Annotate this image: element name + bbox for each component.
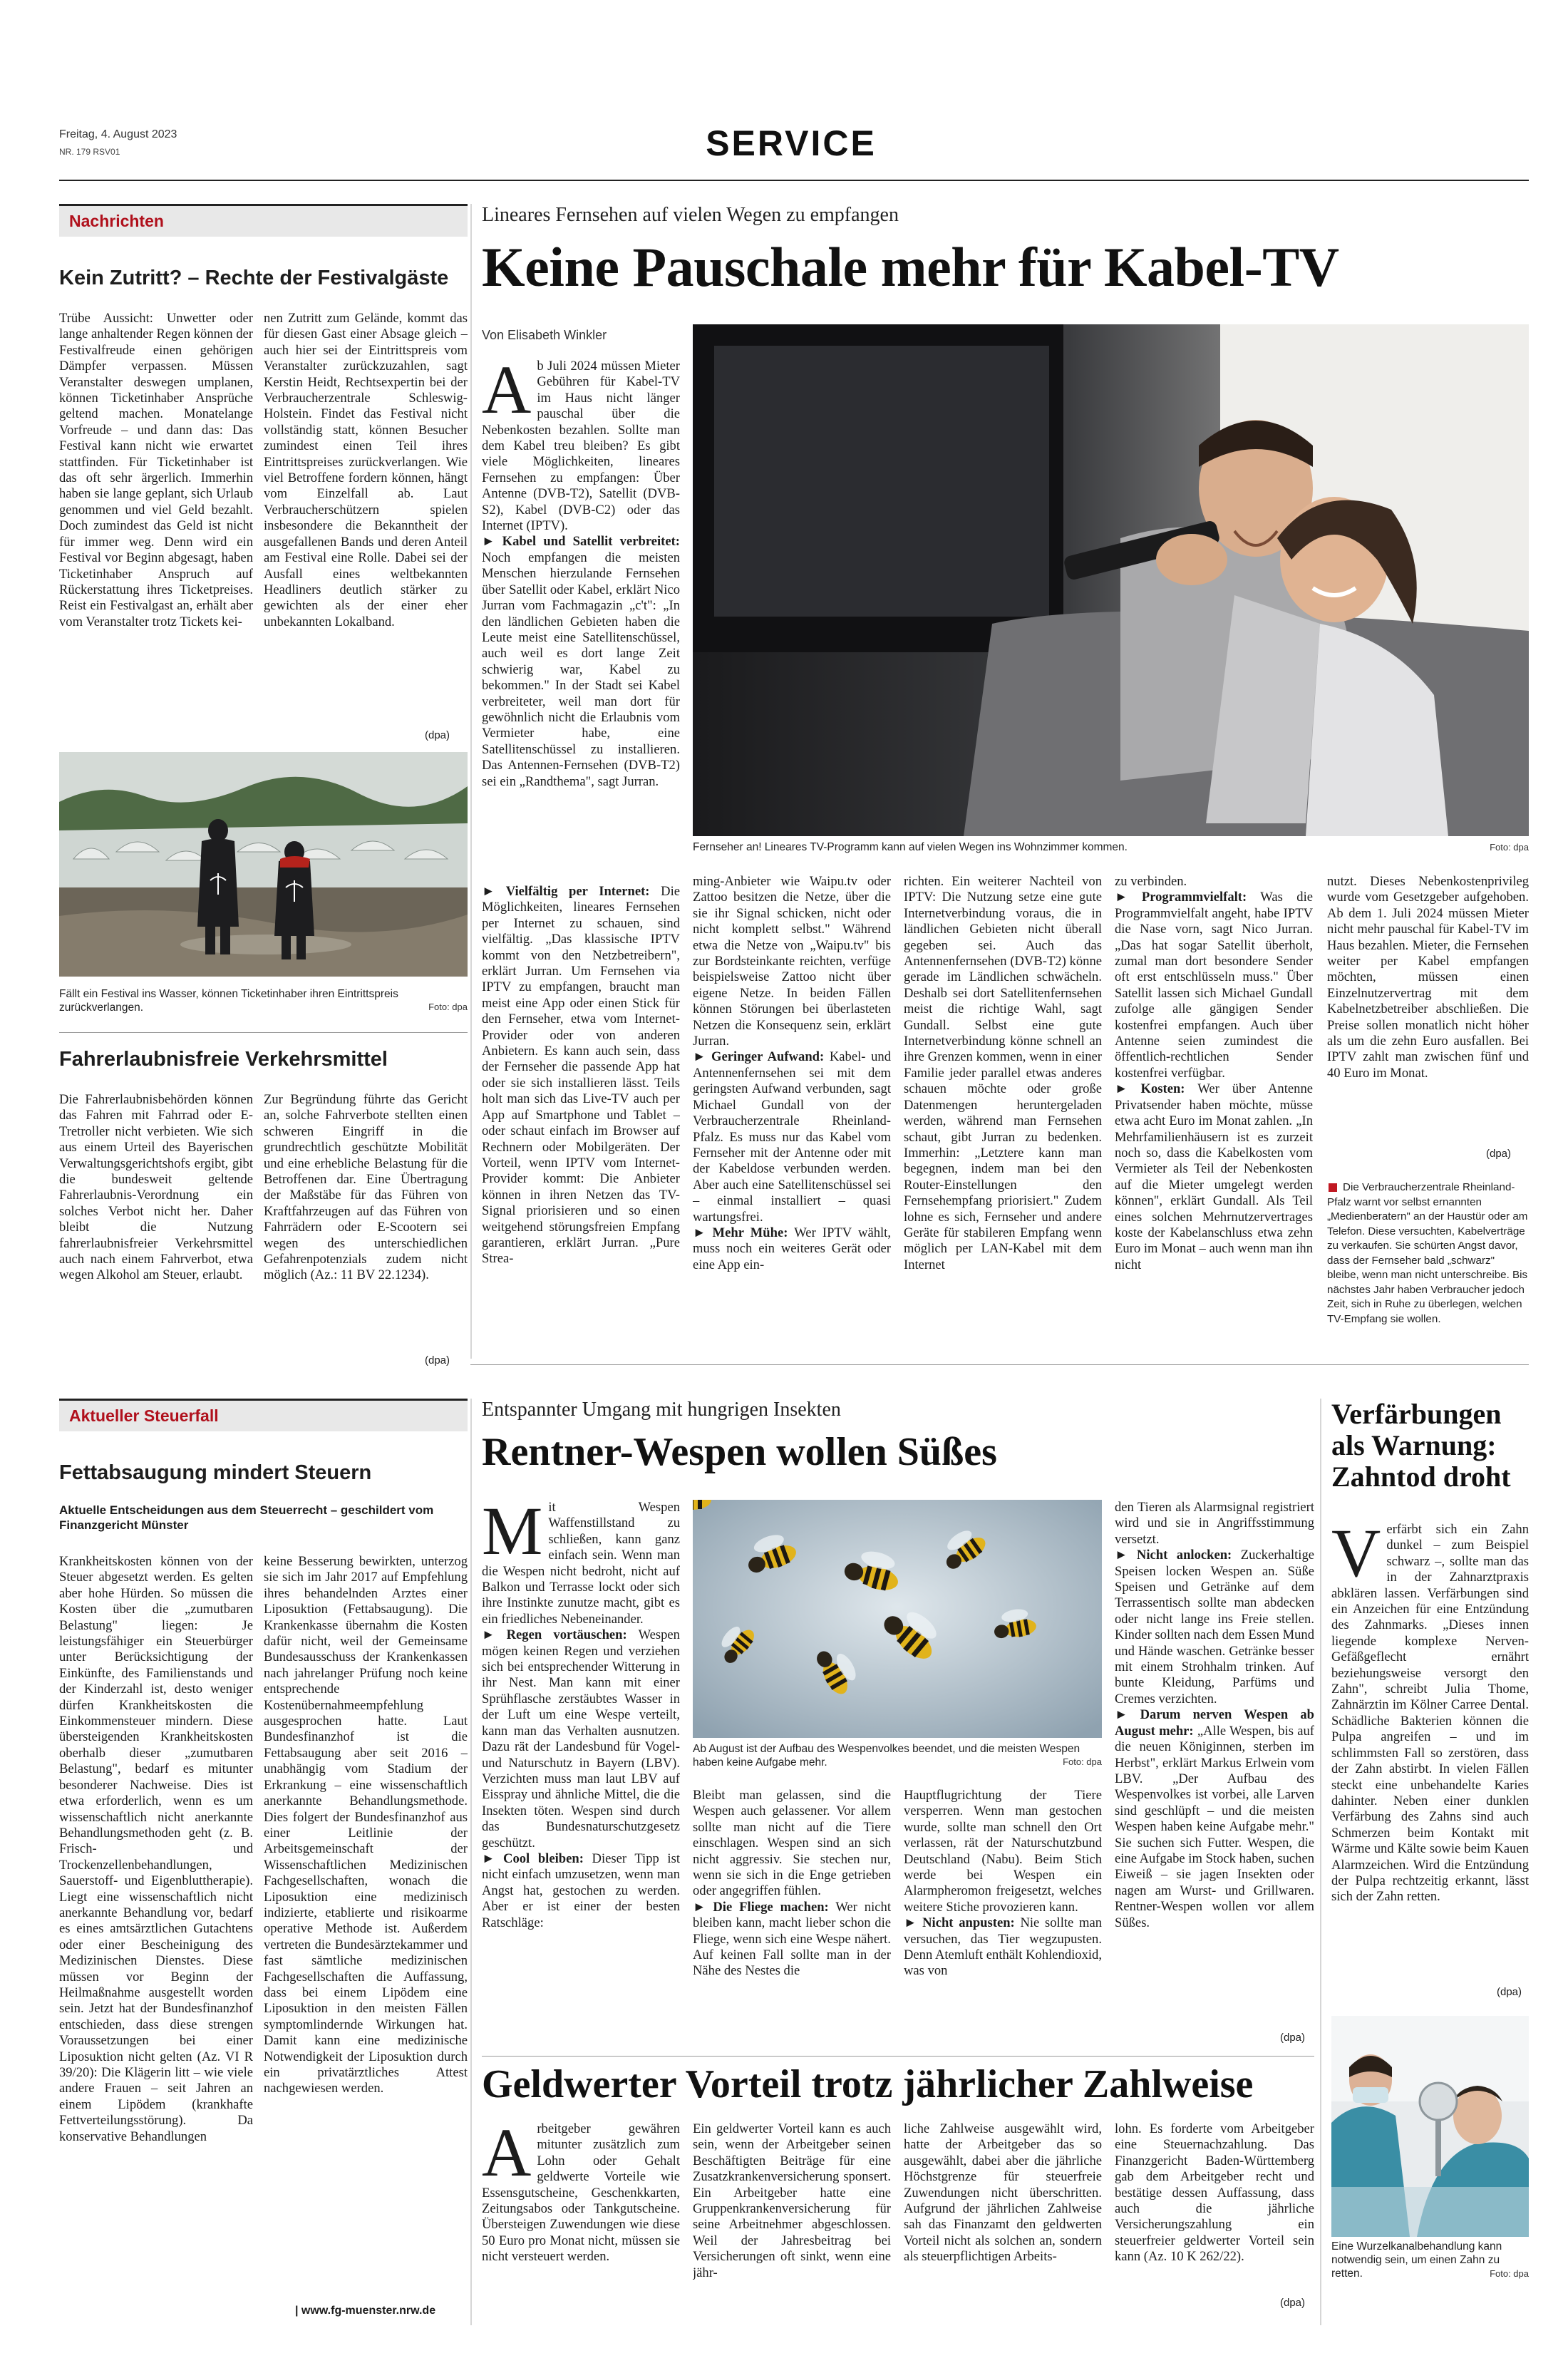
column-rule-2 <box>470 1399 472 2325</box>
kabel-para-7b: Was die Programmvielfalt angeht, habe IPTV die Nase vorn, sagt Nico Jurran. „Das hat sogar Satellit überholt, zumal man dort besondere Sender oft erst entschlüsseln muss." Über Satellit lassen sich Michael Gundall zufolge alle gängigen Sender kostenfrei empfangen. Auch über Antenne seien zumindest die öffentlich-rechtlichen Sender kostenfrei verfügbar. <box>1115 890 1313 1081</box>
kabel-source: (dpa) <box>1486 1148 1512 1160</box>
steuer-col-2: keine Besserung bewirkten, unterzog sie sich im Jahr 2017 auf Empfehlung ihres behandelnden Arztes einer Liposuktion (Fettabsaugung). Die Krankenkasse übernahm die Kosten dafür nicht, weil der Gemeinsame Bundesausschuss der Krankenkassen nach jahrelanger Prüfung noch keine entsprechende Kostenübernahmeempfehlung ausgesprochen hatte. Laut Bundesfinanzhof ist die Fettabsaugung aber seit 2016 – unabhängig vom Stadium der Erkrankung – eine wissenschaftlich anerkannte Behandlungsmethode. Dies folgert der Bundesfinanzhof aus einer Leitlinie der Arbeitsgemeinschaft der Wissenschaftlichen Medizinischen Fachgesellschaften, wonach die Liposuktion eine medizinisch indizierte, etablierte und risikoarme operative Methode ist. Außerdem vertreten die Bundesärztekammer und fast sämtliche medizinischen Fachgesellschaften die Auffassung, dass bei einem Lipödem eine Liposuktion in den meisten Fällen symptomlindernde Wirkungen hat. Damit kann eine medizinische Notwendigkeit der Liposuktion durch ein privatärztliches Attest nachgewiesen werden. <box>264 1554 468 2096</box>
festival-caption: Fällt ein Festival ins Wasser, können Ticketinhaber ihren Eintrittspreis zurückverlangen. <box>59 988 398 1014</box>
wespen-para-8: Zuckerhaltige Speisen locken Wespen an. Süße Speisen und Getränke auf dem Terrassentisch sollte man abdecken oder nicht lange ins Freie stellen. Kinder sollten nach dem Essen Mund und Hände waschen. Getränke besser mit einem Strohhalm trinken. Auf bunte Kleidung, Parfüms und Cremes verzichten. <box>1115 1548 1314 1707</box>
zahntod-dropcap: V <box>1331 1522 1381 1591</box>
wespen-subhead-locken: ► Nicht anlocken: <box>1115 1548 1232 1563</box>
festival-photo <box>59 752 468 977</box>
wespen-subhead-cool: ► Cool bleiben: <box>482 1851 584 1866</box>
wespen-dropcap: M <box>482 1500 543 1569</box>
wespen-para-9: „Alle Wespen, bis auf die neuen Königinnen, sterben im Herbst", erklärt Markus Erlwein vom LBV. „Der Aufbau des Wespenvolkes ist vorbei, alle Larven sind geschlüpft – und die meisten Wespen haben keine Aufgabe mehr." Sie suchen sich Futter. Wespen, die eine Aufgabe im Stock haben, suchen Eiweiß – sie jagen Insekten oder nagen am Wurst- und Grillwaren. Rentner-Wespen wollen vor allem Süßes. <box>1115 1723 1314 1930</box>
wespen-headline: Rentner-Wespen wollen Süßes <box>482 1430 997 1474</box>
wespen-subhead-pusten: ► Nicht anpusten: <box>904 1915 1015 1931</box>
wespen-col-1 <box>482 1500 680 2042</box>
wespen-para-7: den Tieren als Alarmsignal registriert wird und sie in Angriffsstimmung versetzt. <box>1115 1500 1314 1547</box>
column-rule-3 <box>1320 1399 1321 2325</box>
kabel-col-4 <box>1115 874 1313 1359</box>
fahrer-col-2: Zur Begründung führte das Gericht an, solche Fahrverbote stellten einen schweren Eingriff in die grundrechtlich geschützte Mobilität und eine erhebliche Belastung für die Betroffenen dar. Eine Übertragung der Maßstäbe für das Führen von Kraftfahrzeugen auf das Führen von Fahrrädern oder E-Scootern sei wegen des unterschiedlichen Gefahrenpotenzials zudem nicht möglich (Az.: 11 BV 22.1234). <box>264 1092 468 1283</box>
zahntod-credit: Foto: dpa <box>1490 2268 1529 2279</box>
kabel-headline: Keine Pauschale mehr für Kabel-TV <box>482 236 1339 298</box>
section-divider <box>470 1364 1529 1365</box>
zahlweise-col-4: lohn. Es forderte vom Arbeitgeber eine Steuernachzahlung. Das Finanzgericht Baden-Württemberg gab dem Arbeitgeber recht und bestätige dessen Auffassung, dass auch die jährliche Versicherungszahlung ein steuerfreier geldwerter Vorteil sein kann (Az. 10 K 262/22). <box>1115 2121 1314 2265</box>
zahntod-caption: Eine Wurzelkanalbehandlung kann notwendig sein, um einen Zahn zu retten. <box>1331 2240 1502 2280</box>
wespen-col-2 <box>693 1788 891 2052</box>
kabel-para-8: Wer über Antenne Privatsender haben möchte, müsse etwa acht Euro im Monat zahlen. „In Mehrfamilienhäusern ist es zurzeit noch so, dass die Kabelkosten vom Vermieter als Teil der Nebenkosten auf die Mieter umgelegt werden können", erklärt Gundall. Als Teil eines solchen Mehrnutzervertrages koste der Kabelanschluss etwa zehn Euro im Monat – auch wenn man ihn nicht <box>1115 1081 1313 1272</box>
kabel-para-5: Wer IPTV wählt, muss noch ein weiteres Gerät oder eine App ein- <box>693 1225 891 1272</box>
kabel-kicker: Lineares Fernsehen auf vielen Wegen zu empfangen <box>482 204 899 226</box>
steuer-band <box>59 1399 468 1431</box>
zahlweise-headline: Geldwerter Vorteil trotz jährlicher Zahlweise <box>482 2062 1254 2106</box>
steuer-link: | www.fg-muenster.nrw.de <box>295 2305 436 2317</box>
kabel-col-1 <box>482 359 680 884</box>
wespen-divider <box>482 2056 1314 2057</box>
kabel-para-4: Kabel- und Antennenfernsehen sei mit dem geringsten Aufwand verbunden, sagt Michael Gundall von der Verbraucherzentrale Rheinland-Pfalz. Es muss nur das Kabel vom Fernseher mit der Antenne oder mit der Kabeldose verbunden werden. Aber auch eine Satellitenschüssel sei – einmal installiert – quasi wartungsfrei. <box>693 1049 891 1225</box>
wespen-para-4: Wer nicht bleiben kann, macht lieber schon die Fliege, wenn sich eine Wespe nähert. Auf keinen Fall sollte man in der Nähe des Nestes die <box>693 1899 891 1979</box>
festival-headline: Kein Zutritt? – Rechte der Festivalgäste <box>59 267 449 289</box>
steuer-label: Aktueller Steuerfall <box>69 1406 219 1425</box>
wespen-subhead-fliege: ► Die Fliege machen: <box>693 1899 829 1915</box>
zahlweise-source: (dpa) <box>1280 2297 1306 2309</box>
wespen-para-5: Hauptflugrichtung der Tiere versperren. Wenn man gestochen wurde, sollte man schnell den Ort verlassen, rät der Naturschutzbund Deutschland (Nabu). Beim Stich werde bei Wespen ein Alarmpheromon freigesetzt, welches weitere Stiche provozieren kann. <box>904 1788 1102 1915</box>
kabel-para-2: Die Möglichkeiten, lineares Fernsehen per Internet zu schauen, sind vielfältig. „Das klassische IPTV kommt von den Netzbetreibern", erklärt Jurran. Um Fernsehen via IPTV zu empfangen, braucht man meist eine App oder einen Stick für den Fernseher, etwa vom Internet-Provider oder von anderen Anbietern. Es kann auch sein, dass der Fernseher die passende App hat oder sie sich installieren lässt. Teils holt man sich das Live-TV auch per App auf Smartphone und Tablet – oder schaut einfach im Browser auf Rechnern oder Mobilgeräten. Der Vorteil, wenn IPTV vom Internet-Provider kommt: Die Anbieter können in ihren Netzen das TV-Signal priorisieren und so einen weitgehend störungsfreien Empfang garantieren, erklärt Jurran. „Pure Strea- <box>482 884 680 1267</box>
festival-col-1: Trübe Aussicht: Unwetter oder lange anhaltender Regen können der Festivalfreude einen gehörigen Dämpfer verpassen. Müssen Veranstalter deswegen umplanen, können Ticketinhaber Ansprüche geltend machen. Monatelange Vorfreude – und dann das: Das Festival kann nicht wie erwartet stattfinden. Für Ticketinhaber ist das oft sehr ärgerlich. Immerhin haben sie lange geplant, sich Urlaub genommen und viel Geld bezahlt. Doch zumindest das Geld ist nicht für immer weg. Denn wird ein Festival vor Beginn abgesagt, haben Ticketinhaber Anspruch auf Rückerstattung ihres Ticketpreises. Reist ein Festivalgast an, erhält aber vom Veranstalter trotz Tickets kei- <box>59 311 253 629</box>
wespen-subhead-august: ► Darum nerven Wespen ab August mehr: <box>1115 1707 1314 1739</box>
kabel-para-3: ming-Anbieter wie Waipu.tv oder Zattoo besitzen die Netze, über die sie ihr Signal schicken, nicht oder nicht komplett selbst." Während etwa die Netze von „Waipu.tv" bis zur Bordsteinkante reichten, verfüge beispielsweise Zattoo nicht über eigene Netze. In beiden Fällen können Störungen bei überlasteten Netzen die Konsequenz sein, erklärt Jurran. <box>693 874 891 1049</box>
kabel-credit: Foto: dpa <box>1490 842 1529 853</box>
kabel-note: Die Verbraucherzentrale Rheinland-Pfalz warnt vor selbst ernannten „Medienberatern" an der Haustür oder am Telefon. Diese versuchten, Kabelverträge zu verkaufen. Sie schürten Angst davor, dass der Fernseher bald „schwarz" bleibe, wenn man nicht unterschreibe. Bis nächstes Jahr haben Verbraucher jedoch Zeit, sich in Ruhe zu überlegen, welchen TV-Empfang sie wollen. <box>1327 1181 1528 1325</box>
wespen-subhead-regen: ► Regen vortäuschen: <box>482 1627 627 1643</box>
zahlweise-col-1 <box>482 2121 680 2307</box>
wespen-para-2: Dieser Tipp ist nicht einfach umzusetzen, wenn man Angst hat, gestochen zu werden. Aber er ist einer der besten Ratschläge: <box>482 1851 680 1930</box>
zahntod-para: erfärbt sich ein Zahn dunkel – zum Beispiel schwarz –, sollte man das in der Zahnarztpraxis abklären lassen. Verfärbungen sind ein Anzeichen für eine Entzündung des Zahnmarks. „Dieses innen liegende komplexe Nerven-Gefäßgeflecht ernährt beziehungsweise versorgt den Zahn", schreibt Julia Thome, Zahnärztin im Kölner Carree Dental. Schädliche Bakterien können die Pulpa angreifen – und im schlimmsten Fall so zerstören, dass der Zahn abstirbt. In vielen Fällen steckt eine unbehandelte Karies dahinter. Neben einer dunklen Verfärbung des Zahns sind auch Schmerzen beim Kontakt mit Wärme und Kälte sowie beim Kauen Alarmzeichen. Wird die Entzündung der Pulpa rechtzeitig erkannt, lässt sich der Zahn retten. <box>1331 1522 1529 1905</box>
wespen-para-3: Bleibt man gelassen, sind die Wespen auch gelassener. Vor allem sollte man nicht auf die Tiere einschlagen. Wespen sind an sich nicht aggressiv. Sie stechen nur, wenn sie sich in die Enge getrieben oder angegriffen fühlen. <box>693 1788 891 1899</box>
kabel-subhead-internet: ► Vielfältig per Internet: <box>482 884 650 899</box>
masthead-rule <box>59 180 1529 181</box>
kabel-subhead-kabel: ► Kabel und Satellit verbreitet: <box>482 534 680 550</box>
kabel-para-7: zu verbinden. <box>1115 874 1187 889</box>
festival-source: (dpa) <box>425 729 450 741</box>
wespen-caption: Ab August ist der Aufbau des Wespenvolkes beendet, und die meisten Wespen haben keine Aufgabe mehr. <box>693 1743 1080 1769</box>
kabel-subhead-vielfalt: ► Programmvielfalt: <box>1115 890 1247 905</box>
steuer-headline: Fettabsaugung mindert Steuern <box>59 1461 372 1484</box>
divider <box>59 1032 468 1033</box>
zahlweise-col-3: liche Zahlweise ausgewählt wird, hatte der Arbeitgeber das so ausgewählt, dabei aber die jährliche Höchstgrenze für steuerfreie Zuwendungen nicht überschritten. Aufgrund der jährlichen Zahlweise sah das Finanzamt den geldwerten Vorteil nicht als solchen an, sondern als steuerpflichtigen Arbeits- <box>904 2121 1102 2265</box>
kabel-intro: b Juli 2024 müssen Mieter Gebühren für Kabel-TV im Haus nicht länger pauschal über die Nebenkosten bezahlen. Sollte man dem Kabel treu bleiben? Es gibt viele Möglichkeiten, lineares Fernsehen zu empfangen: Über Antenne (DVB-T2), Satellit (DVB-S2), Kabel (DVB-C2) oder das Internet (IPTV). <box>482 359 680 534</box>
zahlweise-col-2: Ein geldwerter Vorteil kann es auch sein, wenn der Arbeitgeber seinen Beschäftigten Beiträge für eine Zusatzkrankenversicherung sponsert. Ein Arbeitgeber hatte eine Gruppenkrankenversicherung für seine Arbeitnehmer abgeschlossen. Weil der Jahresbeitrag bei Versicherungen oft sinkt, wenn eine jähr- <box>693 2121 891 2280</box>
issue-date: Freitag, 4. August 2023 <box>59 128 177 140</box>
festival-credit: Foto: dpa <box>428 1002 468 1012</box>
kabel-col-5: nutzt. Dieses Nebenkostenprivileg wurde vom Gesetzgeber aufgehoben. Ab dem 1. Juli 2024 müssen Mieter nicht mehr pauschal für Kabel-TV im Haus bezahlen. Mieter, die Fernsehen weiter per Kabel empfangen möchten, müssen einen Einzelnutzervertrag mit dem Kabelnetzbetreiber abschließen. Die Preise sollen monatlich nicht höher als um die zehn Euro ausfallen. Bei IPTV zahlt man zwischen fünf und 40 Euro im Monat. <box>1327 874 1529 1081</box>
kabel-subhead-aufwand: ► Geringer Aufwand: <box>693 1049 825 1065</box>
zahntod-text <box>1331 1522 1529 1999</box>
kabel-dropcap: A <box>482 359 532 428</box>
kabel-byline: Von Elisabeth Winkler <box>482 328 607 342</box>
steuer-col-1: Krankheitskosten können von der Steuer abgesetzt werden. Es gelten aber hohe Hürden. So müssen die Kosten über die „zumutbaren Belastung" liegen: Je leistungsfähiger ein Steuerbürger unter Berücksichtigung der Einkünfte, des Familienstands und der Kinderzahl ist, desto weniger dürfen Krankheitskosten die Einkommensteuer mindern. Diese übersteigenden Krankheitskosten oberhalb dieser „zumutbaren Belastung", bedarf es mitunter besonderer Nachweise. Dies ist etwa erforderlich, wenn es um wissenschaftlich nicht anerkannte Behandlungsmethoden geht (z. B. Frisch- und Trockenzellenbehandlungen, Sauerstoff- und Eigenbluttherapie). Liegt eine wissenschaftlich nicht anerkannte Behandlung vor, bedarf es eines amtsärztlichen Gutachtens oder einer Bescheinigung des Medizinischen Dienstes. Diese müssen vor Beginn der Heilmaßnahme ausgestellt worden sein. Jetzt hat der Bundesfinanzhof entschieden, dass diese strengen Voraussetzungen bei einer Liposuktion nicht gelten (Az. VI R 39/20): Die Klägerin litt – wie viele andere Frauen – seit Jahren an einem Lipödem (krankhafte Fettverteilungsstörung). Da konservative Behandlungen <box>59 1554 253 2144</box>
kabel-para-1: Noch empfangen die meisten Menschen hierzulande Fernsehen über Satellit oder Kabel, erklärt Nico Jurran vom Fachmagazin „c't": „In den ländlichen Gebieten haben die Leute meist eine Satellitenschüssel, auch weil es dort lange Zeit schwierig war, Kabel zu bekommen." In der Stadt sei Kabel verbreiteter, weil man dort für gewöhnlich nicht die Erlaubnis vom Vermieter habe, eine Satellitenschüssel zu installieren. Das Antennen-Fernsehen (DVB-T2) sei ein „Randthema", sagt Jurran. <box>482 550 680 789</box>
zahlweise-dropcap: A <box>482 2121 532 2191</box>
nachrichten-label: Nachrichten <box>69 212 164 230</box>
kabel-photo <box>693 324 1529 836</box>
steuer-subline: Aktuelle Entscheidungen aus dem Steuerrecht – geschildert vom Finanzgericht Münster <box>59 1503 434 1532</box>
festival-col-2: nen Zutritt zum Gelände, kommt das für diesen Gast einer Absage gleich – auch hier sei der Eintrittspreis vom Veranstalter zurückzuzahlen, sagt Kerstin Heidt, Rechtsexpertin bei der Verbraucherzentrale Schleswig-Holstein. Findet das Festival nicht vollständig statt, können Besucher zumindest einen Teil ihres Eintrittspreises zurückverlangen. Wie viel Betroffene fordern können, hängt vom Einzelfall ab. Laut Verbraucherschützern spielen insbesondere die Bekanntheit der ausgefallenen Bands und deren Anteil am Festival eine Rolle. Dabei sei der Ausfall eines weltbekannten Headliners deutlich stärker zu gewichten als der einer eher unbekannten Lokalband. <box>264 311 468 629</box>
nachrichten-band <box>59 204 468 237</box>
zahntod-headline: Verfärbungen als Warnung: Zahntod droht <box>1331 1398 1511 1493</box>
wespen-source: (dpa) <box>1280 2032 1306 2044</box>
wespen-photo <box>693 1500 1102 1738</box>
kabel-subhead-muehe: ► Mehr Mühe: <box>693 1225 788 1240</box>
wespen-col-4 <box>1115 1500 1314 2052</box>
kabel-col-2 <box>693 874 891 1359</box>
wespen-intro: it Wespen Waffenstillstand zu schließen, kann ganz einfach sein. Wenn man die Wespen nicht bedroht, nicht auf Balkon und Terrasse lockt oder sich ihre Instinkte zunutze macht, gibt es ein friedliches Nebeneinander. <box>482 1500 680 1627</box>
wespen-para-1: Wespen mögen keinen Regen und verziehen sich bei entsprechender Witterung in ihr Nest. Man kann mit einer Sprühflasche zerstäubtes Wasser in der Luft um eine Wespe verteilt, kann man das Verhalten ausnutzen. Dazu rät der Landesbund für Vogel- und Naturschutz in Bayern (LBV). Verzichten muss man laut LBV auf Eisspray und ähnliche Mittel, die die Insekten töten. Wespen sind durch das Bundesnaturschutzgesetz geschützt. <box>482 1627 680 1851</box>
fahrer-col-1: Die Fahrerlaubnisbehörden können das Fahren mit Fahrrad oder E-Tretroller nicht verbieten. Wie sich aus einem Urteil des Bayerischen Verwaltungsgerichtshofs ergibt, gibt die bundesweit geltende Fahrerlaubnis-Verordnung ein solches Verbot nicht her. Daher bleibt die Nutzung fahrerlaubnisfreier Verkehrsmittel auch nach einem Fahrverbot, etwa wegen Alkohol am Steuer, erlaubt. <box>59 1092 253 1283</box>
edition-number: NR. 179 RSV01 <box>59 147 120 157</box>
kabel-col-1b <box>482 884 680 1358</box>
zahntod-photo <box>1331 2016 1529 2237</box>
column-rule <box>470 204 472 1359</box>
section-title: SERVICE <box>706 123 877 163</box>
wespen-credit: Foto: dpa <box>1063 1756 1102 1767</box>
kabel-subhead-kosten: ► Kosten: <box>1115 1081 1185 1097</box>
fahrer-headline: Fahrerlaubnisfreie Verkehrsmittel <box>59 1048 388 1071</box>
wespen-kicker: Entspannter Umgang mit hungrigen Insekten <box>482 1399 841 1421</box>
fahrer-source: (dpa) <box>425 1354 450 1366</box>
zahlweise-para-1: rbeitgeber gewähren mitunter zusätzlich zum Lohn oder Gehalt geldwerte Vorteile wie Essensgutscheine, Geschenkkarten, Zeitungsabos oder Tankgutscheine. Übersteigen Zuwendungen wie diese 50 Euro pro Monat nicht, müssen sie nicht versteuert werden. <box>482 2121 680 2265</box>
kabel-col-3: richten. Ein weiterer Nachteil von IPTV: Die Nutzung setze eine gute Internetverbindung voraus, die in ländlichen Gebieten nicht überall gegeben sei. Auch das Antennenfernsehen (DVB-T2) könne gerade im Ländlichen schwächeln. Deshalb sei dort Satellitenfernsehen meist die richtige Wahl, sagt Gundall. Selbst eine gute Internetverbindung könne schnell an ihre Grenzen kommen, wenn in einer Familie jeder parallel etwas anderes schauen möchte oder große Datenmengen heruntergeladen werden, während man Fernsehen schaut, gibt Jurran zu bedenken. Immerhin: „Letztere kann man begegnen, indem man bei den Router-Einstellungen den Fernsehempfang priorisiert." Zudem lohne es sich, Fernseher und andere Geräte für stabileren Empfang wenn möglich per LAN-Kabel mit dem Internet <box>904 874 1102 1272</box>
wespen-para-6: Nie sollte man versuchen, das Tier wegzupusten. Denn Atemluft enthält Kohlendioxid, was von <box>904 1915 1102 1979</box>
zahntod-source: (dpa) <box>1497 1986 1522 1998</box>
kabel-caption: Fernseher an! Lineares TV-Programm kann auf vielen Wegen ins Wohnzimmer kommen. <box>693 841 1128 853</box>
wespen-col-3 <box>904 1788 1102 2052</box>
